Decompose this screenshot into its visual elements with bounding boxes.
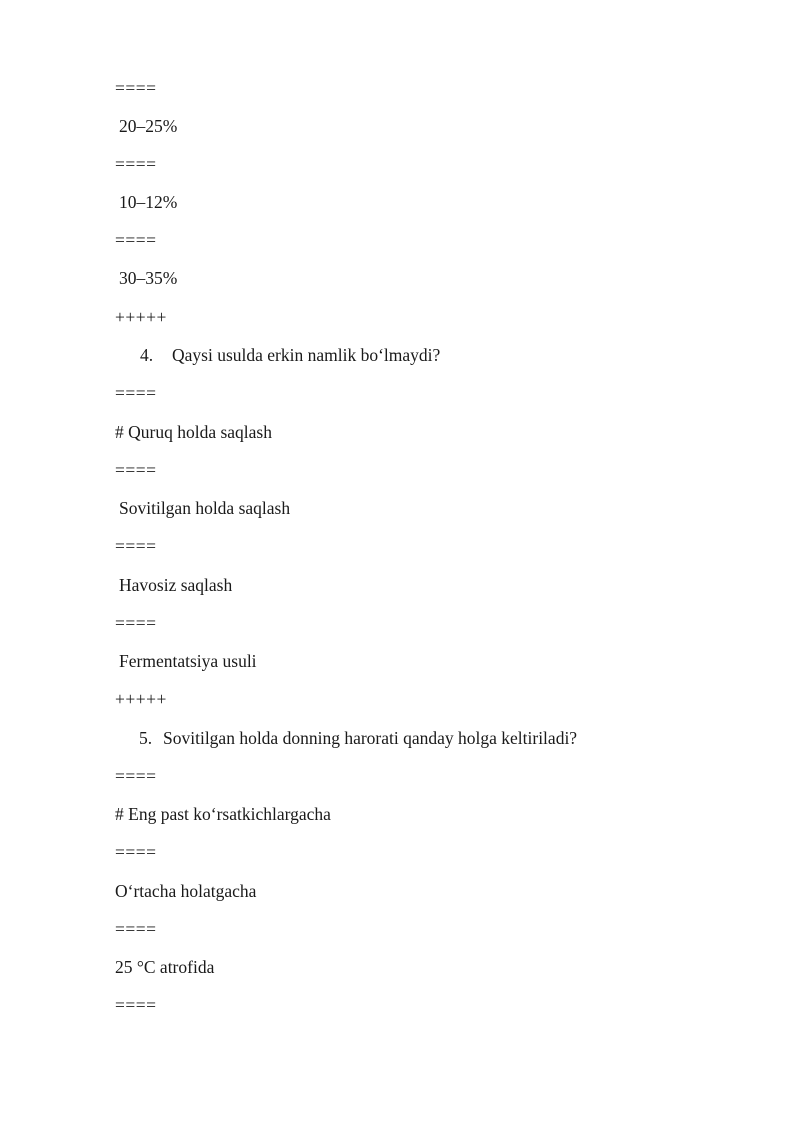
answer-option: O‘rtacha holatgacha [115,881,257,901]
question-number: 4. [140,345,154,365]
question-number: 5. [139,728,153,748]
plus-separator: +++++ [115,307,167,327]
answer-option: Havosiz saqlash [119,575,233,595]
answer-option: Fermentatsiya usuli [119,651,257,671]
separator: ==== [115,383,157,403]
answer-option: 25 °C atrofida [115,957,215,977]
separator: ==== [115,230,157,250]
answer-option: 10–12% [119,192,178,212]
plus-separator: +++++ [115,689,167,709]
answer-option: 20–25% [119,116,178,136]
question-text: Sovitilgan holda donning harorati qanday holga keltiriladi? [163,728,578,748]
separator: ==== [115,613,157,633]
separator: ==== [115,995,157,1015]
answer-option: 30–35% [119,268,178,288]
separator: ==== [115,460,157,480]
correct-answer-option: # Eng past ko‘rsatkichlargacha [115,804,331,824]
separator: ==== [115,919,157,939]
question-text: Qaysi usulda erkin namlik bo‘lmaydi? [172,345,441,365]
separator: ==== [115,766,157,786]
correct-answer-option: # Quruq holda saqlash [115,422,272,442]
answer-option: Sovitilgan holda saqlash [119,498,291,518]
separator: ==== [115,154,157,174]
separator: ==== [115,536,157,556]
separator: ==== [115,78,157,98]
separator: ==== [115,842,157,862]
